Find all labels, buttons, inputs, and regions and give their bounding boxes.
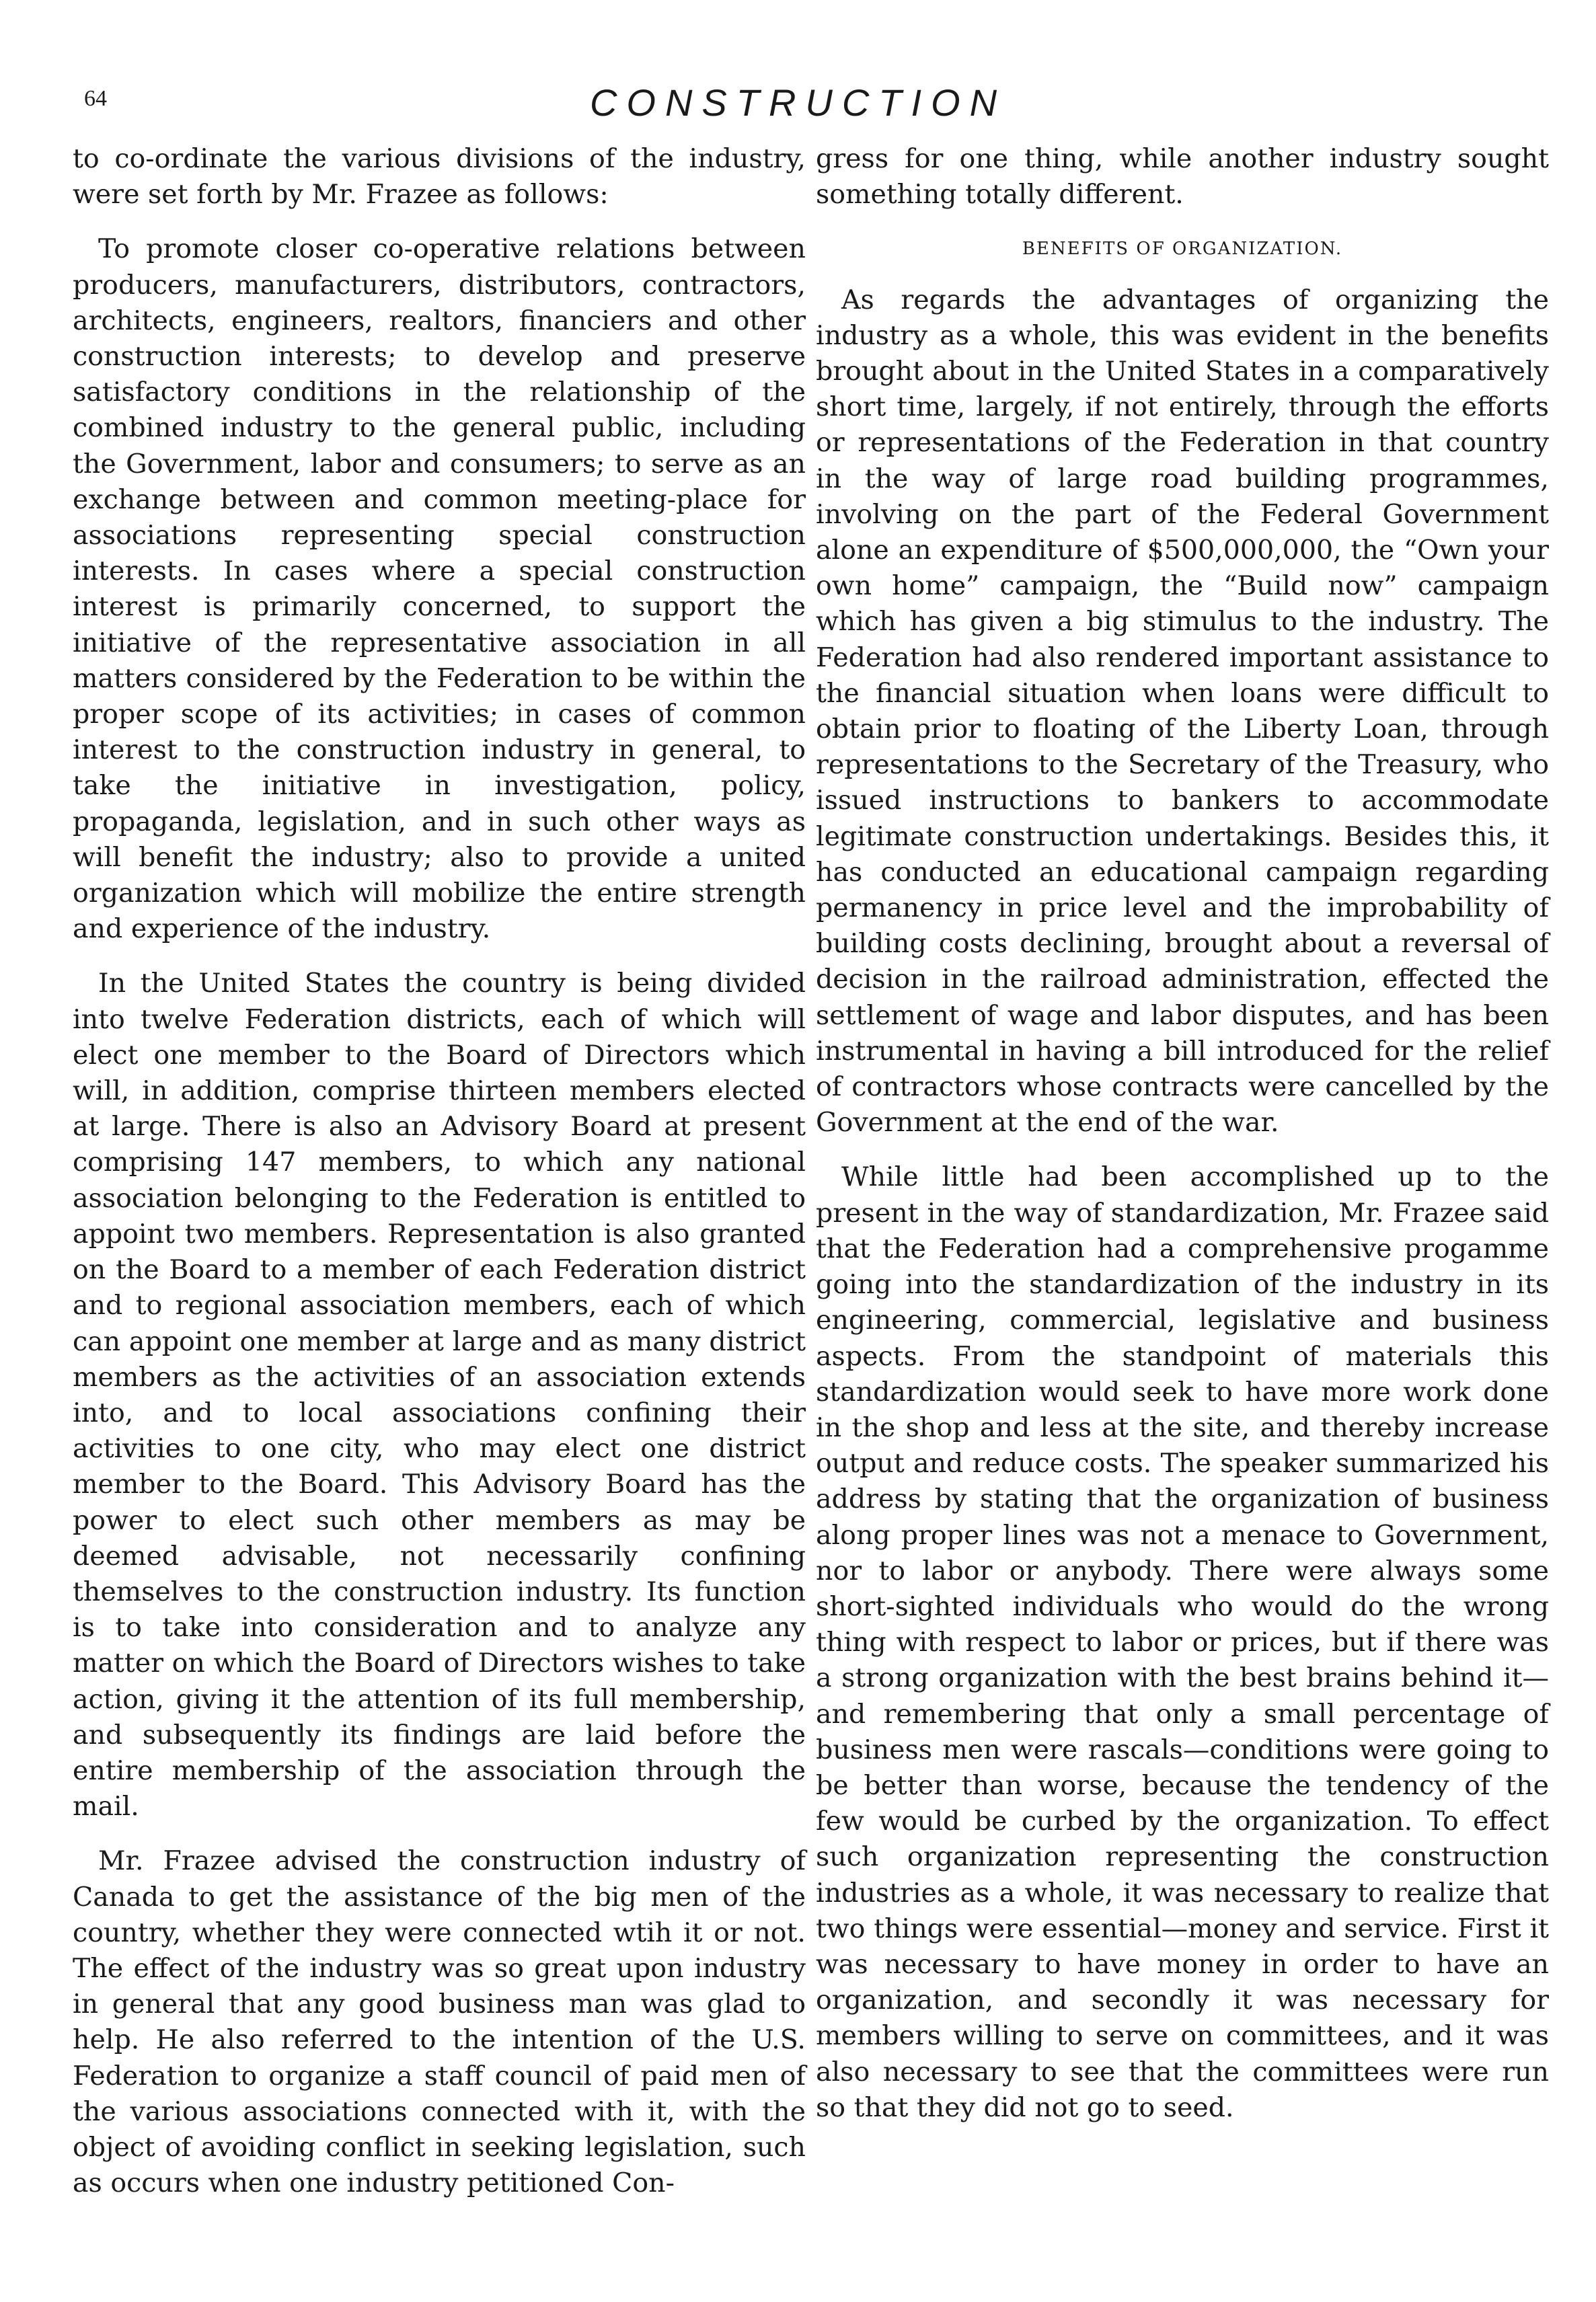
left-paragraph-2: To promote closer co-operative relations between producers, manufacturers, distributors, contractors, architects, engineers, realtors, financiers and other construction interests; to develop and preserve satisfactory conditions in the relationship of the combined industry to the general public, including the Government, labor and consumers; to serve as an exchange between and common meeting-place for associations representing special construction interests. In cases where a special construction interest is primarily concerned, to support the initiative of the representative association in all matters considered by the Federation to be within the proper scope of its activities; in cases of common interest to the construction industry in general, to take the initiative in investigation, policy, propaganda, legislation, and in such other ways as will benefit the industry; also to provide a united organization which will mobilize the entire strength and experience of the industry. bbox=[73, 233, 806, 945]
left-column bbox=[73, 141, 806, 2220]
left-paragraph-3: In the United States the country is being divided into twelve Federation districts, each of which will elect one member to the Board of Directors which will, in addition, comprise thirteen members elected at large. There is also an Advisory Board at present comprising 147 members, to which any national association belonging to the Federation is entitled to appoint two members. Representation is also granted on the Board to a member of each Federation district and to regional association members, each of which can appoint one member at large and as many district members as the activities of an association extends into, and to local associations confining their activities to one city, who may elect one district member to the Board. This Advisory Board has the power to elect such other members as may be deemed advisable, not necessarily confining themselves to the construction industry. Its function is to take into consideration and to analyze any matter on which the Board of Directors wishes to take action, giving it the attention of its full membership, and subsequently its findings are laid before the entire membership of the association through the mail. bbox=[73, 968, 806, 1823]
running-head-title: CONSTRUCTION bbox=[589, 81, 1007, 124]
left-paragraph-4: Mr. Frazee advised the construction industry of Canada to get the assistance of the big men of the country, whether they were connected wtih it or not. The effect of the industry was so great upon industry in general that any good business man was glad to help. He also referred to the intention of the U.S. Federation to organize a staff council of paid men of the various associations connected with it, with the object of avoiding conflict in seeking legislation, such as occurs when one industry petitioned Con- bbox=[73, 1845, 806, 2199]
section-heading: BENEFITS OF ORGANIZATION. bbox=[1022, 239, 1343, 260]
left-paragraph-1: to co-ordinate the various divisions of the industry, were set forth by Mr. Frazee as follows: bbox=[73, 143, 806, 210]
right-paragraph-1: gress for one thing, while another industry sought something totally different. bbox=[816, 143, 1549, 210]
right-paragraph-2: As regards the advantages of organizing the industry as a whole, this was evident in the benefits brought about in the United States in a comparatively short time, largely, if not entirely, through the efforts or representations of the Federation in that country in the way of large road building programmes, involving on the part of the Federal Government alone an expenditure of $500,000,000, the “Own your own home” campaign, the “Build now” campaign which has given a big stimulus to the industry. The Federation had also rendered important assistance to the financial situation when loans were difficult to obtain prior to floating of the Liberty Loan, through representations to the Secretary of the Treasury, who issued instructions to bankers to accommodate legitimate construction undertakings. Besides this, it has conducted an educational campaign regarding permanency in price level and the improbability of building costs declining, brought about a reversal of decision in the railroad administration, effected the settlement of wage and labor disputes, and has been instrumental in having a bill introduced for the relief of contractors whose contracts were cancelled by the Government at the end of the war. bbox=[816, 284, 1549, 1139]
right-paragraph-3: While little had been accomplished up to the present in the way of standardization, Mr. Frazee said that the Federation had a comprehensive progamme going into the standardization of the industry in its engineering, commercial, legislative and business aspects. From the standpoint of materials this standardization would seek to have more work done in the shop and less at the site, and thereby increase output and reduce costs. The speaker summarized his address by stating that the organization of business along proper lines was not a menace to Government, nor to labor or anybody. There were always some short-sighted individuals who would do the wrong thing with respect to labor or prices, but if there was a strong organization with the best brains behind it—and remembering that only a small percentage of business men were rascals—conditions were going to be better than worse, because the tendency of the few would be curbed by the organization. To effect such organization representing the construction industries as a whole, it was necessary to realize that two things were essential—money and service. First it was necessary to have money in order to have an organization, and secondly it was necessary for members willing to serve on committees, and it was also necessary to see that the committees were run so that they did not go to seed. bbox=[816, 1161, 1549, 2123]
right-column bbox=[816, 141, 1549, 2145]
page-number: 64 bbox=[84, 86, 107, 111]
